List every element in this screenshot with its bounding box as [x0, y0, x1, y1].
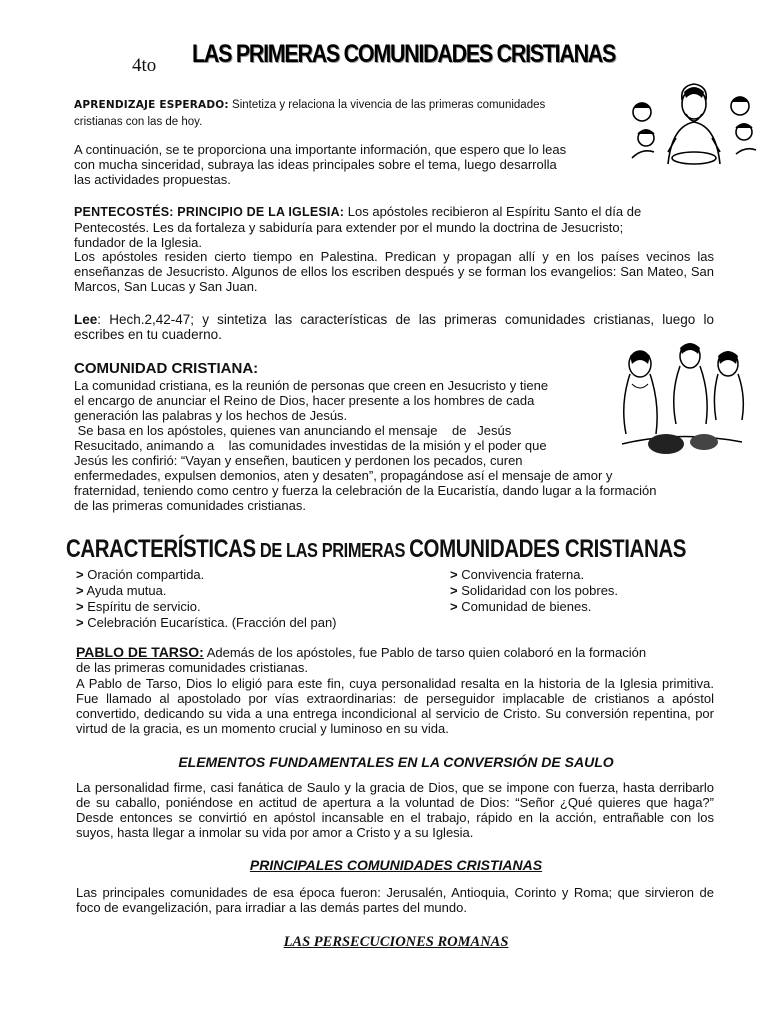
- pentecost-paragraph: [74, 204, 714, 250]
- main-communities-title: PRINCIPALES COMUNIDADES CRISTIANAS: [249, 857, 543, 873]
- learning-outcome-text: Sintetiza y relaciona la vivencia de las primeras comunidades: [228, 99, 546, 111]
- grade-label: 4to: [132, 55, 157, 76]
- characteristic-item: [76, 599, 436, 615]
- paul-paragraph: [76, 645, 716, 675]
- community-line: Se basa en los apóstoles, quienes van anunciando el mensaje de Jesús: [74, 423, 512, 438]
- characteristic-text: Celebración Eucarística. (Fracción del pan): [87, 615, 337, 630]
- pentecost-text: fundador de la Iglesia.: [74, 235, 202, 250]
- community-line: La comunidad cristiana, es la reunión de personas que creen en Jesucristo y tiene: [74, 378, 549, 393]
- characteristic-item: [450, 583, 710, 599]
- paul-label: PABLO DE TARSO:: [76, 644, 204, 660]
- main-communities-paragraph: Las principales comunidades de esa época fueron: Jerusalén, Antioquia, Corinto y Roma; que sirvieron de foco de evangelización, para irradiar a las demás partes del mundo.: [76, 885, 714, 915]
- intro-line: A continuación, se te proporciona una importante información, que espero que lo leas: [74, 142, 567, 157]
- bullet-arrow: >: [76, 567, 84, 582]
- intro-line: con mucha sinceridad, subraya las ideas principales sobre el tema, luego desarrolla: [74, 157, 557, 172]
- community-paragraph: [74, 378, 724, 513]
- characteristic-item: [76, 567, 436, 583]
- conversion-elements-paragraph: La personalidad firme, casi fanática de Saulo y la gracia de Dios, que se impone con fuerza, hasta derribarlo de su caballo, poniéndose en actitud de apertura a la voluntad de Dios: “Señor ¿Qué quieres que haga?” Desde entonces se convirtió en apóstol incansable en el trabajo, rápido en la acción, entrañable con los suyos, hasta llegar a inmolar su vida por amor a Cristo y a su Iglesia.: [76, 780, 714, 840]
- characteristic-item: [450, 567, 710, 583]
- read-label: Lee: [74, 312, 98, 327]
- pentecost-label: PENTECOSTÉS: PRINCIPIO DE LA IGLESIA:: [74, 205, 345, 219]
- bullet-arrow: >: [450, 583, 458, 598]
- community-title: COMUNIDAD CRISTIANA:: [74, 360, 259, 377]
- bullet-arrow: >: [450, 567, 458, 582]
- intro-line: las actividades propuestas.: [74, 172, 231, 187]
- community-line: de las primeras comunidades cristianas.: [74, 498, 306, 513]
- read-text: : Hech.2,42-47; y sintetiza las características de las primeras comunidades cristianas, luego lo escribes en tu cuaderno.: [74, 312, 714, 342]
- bullet-arrow: >: [76, 583, 84, 598]
- characteristic-text: Oración compartida.: [87, 567, 205, 582]
- bullet-arrow: >: [450, 599, 458, 614]
- community-line: Resucitado, animando a las comunidades investidas de la misión y el poder que: [74, 438, 547, 453]
- characteristics-list-right: [450, 567, 710, 615]
- characteristic-item: [450, 599, 710, 615]
- intro-paragraph: [74, 142, 619, 187]
- community-line: Jesús les confirió: “Vayan y enseñen, bauticen y perdonen los pecados, curen: [74, 453, 523, 468]
- characteristics-list-left: [76, 567, 436, 631]
- characteristics-title: [66, 535, 686, 564]
- characteristic-item: [76, 583, 436, 599]
- characteristics-title-part: CARACTERÍSTICAS: [66, 535, 256, 563]
- page-title: LAS PRIMERAS COMUNIDADES CRISTIANAS: [192, 40, 616, 68]
- characteristics-title-part: COMUNIDADES CRISTIANAS: [409, 535, 687, 563]
- paul-text: de las primeras comunidades cristianas.: [76, 660, 308, 675]
- community-line: generación las palabras y los hechos de Jesús.: [74, 408, 348, 423]
- community-line: enfermedades, expulsen demonios, aten y desaten”, propagándose así el mensaje de amor y: [74, 468, 613, 483]
- paul-paragraph-2: A Pablo de Tarso, Dios lo eligió para este fin, cuya personalidad resalta en la historia de la Iglesia primitiva. Fue llamado al apostolado por vías extraordinarias: de perseguidor implacable de cristianos a apóstol convertido, dedicando su vida a una entrega incondicional al servicio de Cristo. Su conversión repentina, por virtud de la gracia, es un momento crucial y luminoso en su vida.: [76, 676, 714, 736]
- apostles-paragraph: Los apóstoles residen cierto tiempo en Palestina. Predican y propagan allí y en los países vecinos las enseñanzas de Jesucristo. Algunos de ellos los escriben después y se forman los evangelios: San Mateo, San Marcos, San Lucas y San Juan.: [74, 249, 714, 294]
- characteristic-text: Ayuda mutua.: [86, 583, 167, 598]
- community-line: fraternidad, teniendo como centro y fuerza la celebración de la Eucaristía, dando lugar a la formación: [74, 483, 657, 498]
- characteristic-text: Solidaridad con los pobres.: [461, 583, 619, 598]
- bullet-arrow: >: [76, 599, 84, 614]
- community-line: el encargo de anunciar el Reino de Dios, hacer presente a los hombres de cada: [74, 393, 535, 408]
- pentecost-text: Los apóstoles recibieron al Espíritu Santo el día de: [344, 204, 642, 219]
- paul-text: Además de los apóstoles, fue Pablo de tarso quien colaboró en la formación: [203, 645, 647, 660]
- learning-outcome: [74, 96, 614, 130]
- characteristic-text: Espíritu de servicio.: [87, 599, 201, 614]
- learning-outcome-label: APRENDIZAJE ESPERADO:: [74, 99, 229, 111]
- conversion-elements-title: ELEMENTOS FUNDAMENTALES EN LA CONVERSIÓN DE SAULO: [178, 754, 614, 770]
- characteristic-text: Convivencia fraterna.: [461, 567, 585, 582]
- characteristic-text: Comunidad de bienes.: [461, 599, 592, 614]
- characteristic-item: [76, 615, 436, 631]
- jesus-children-illustration: [628, 78, 760, 170]
- pentecost-text: Pentecostés. Les da fortaleza y sabiduría para extender por el mundo la doctrina de Jesucristo;: [74, 220, 624, 235]
- characteristics-title-part: DE LAS PRIMERAS: [255, 540, 410, 562]
- roman-persecutions-title: LAS PERSECUCIONES ROMANAS: [283, 934, 509, 950]
- bullet-arrow: >: [76, 615, 84, 630]
- learning-outcome-text-2: cristianas con las de hoy.: [74, 116, 203, 128]
